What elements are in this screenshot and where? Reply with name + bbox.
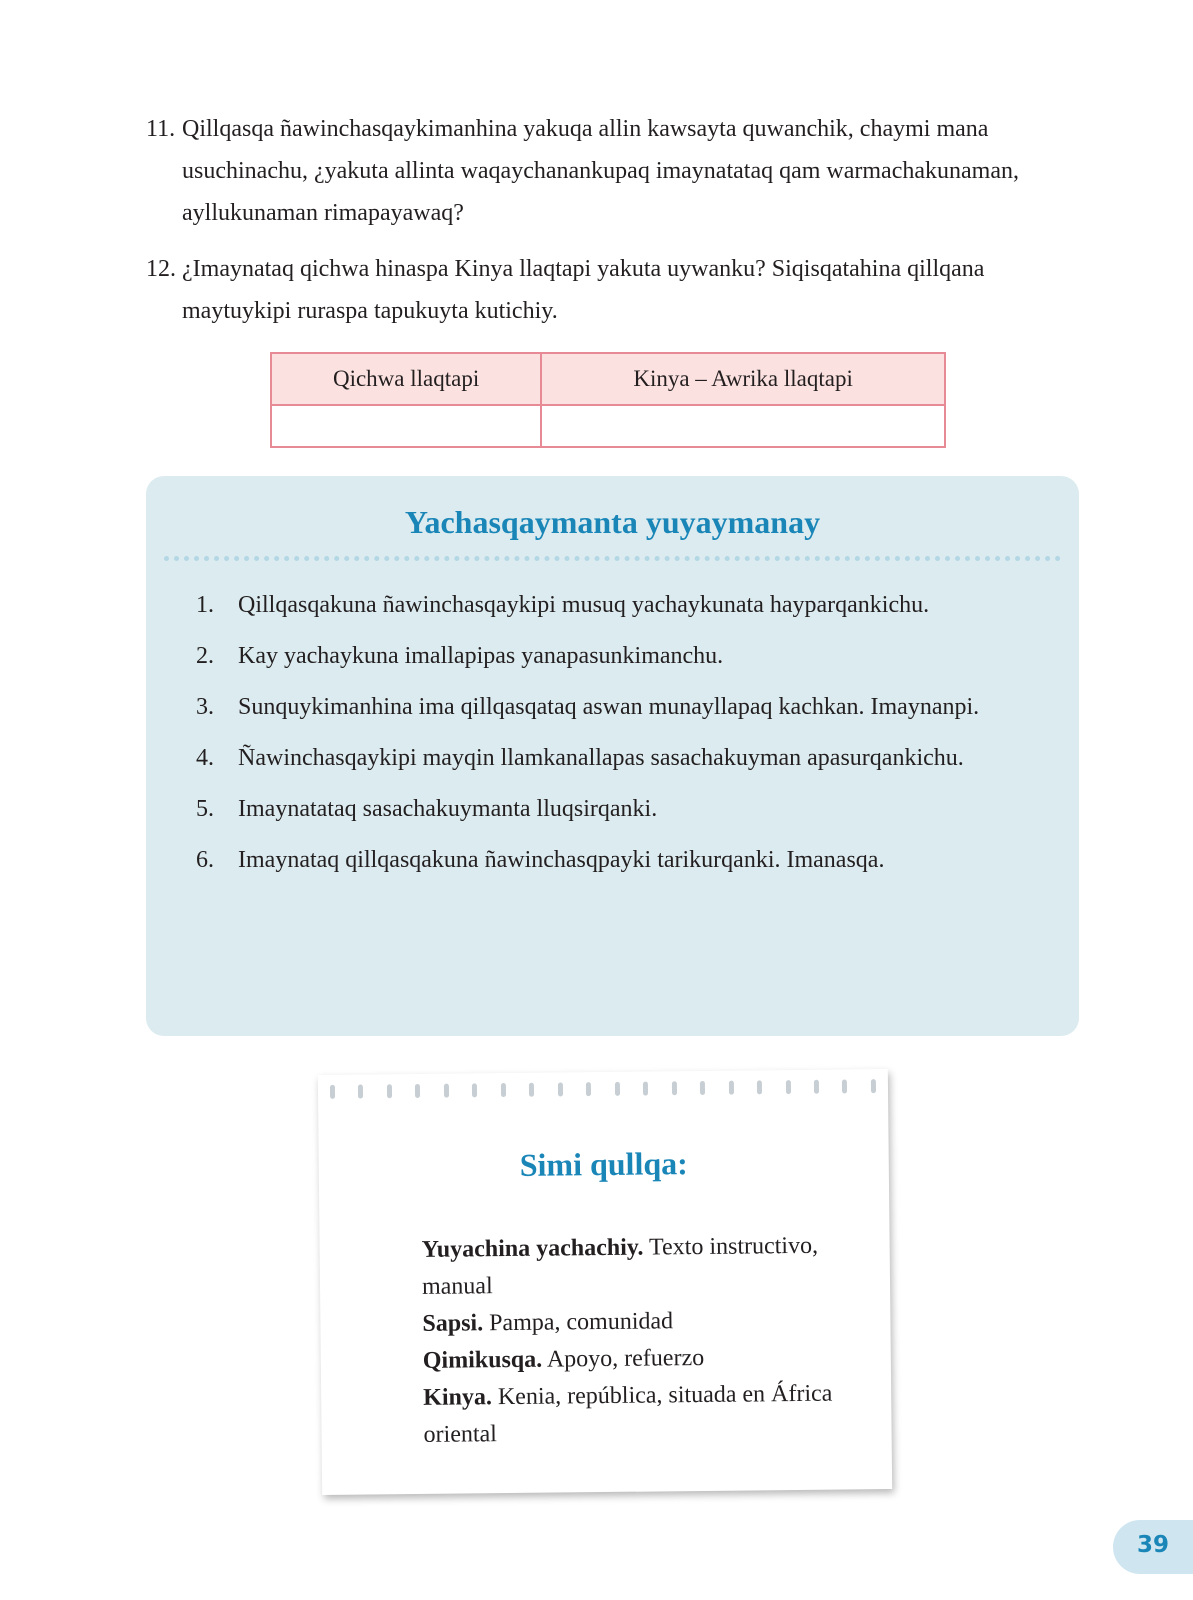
glossary-entry — [422, 1302, 842, 1343]
item-text: Kay yachaykuna imallapipas yanapasunkimanchu. — [238, 643, 724, 669]
table-cell-empty[interactable] — [271, 405, 541, 447]
glossary-definition: Pampa, comunidad — [488, 1308, 674, 1337]
question-text: ¿Imaynataq qichwa hinaspa Kinya llaqtapi yakuta uywanku? Siqisqatahina qillqana maytuykipi ruraspa tapukuyta kutichiy. — [182, 256, 985, 324]
page-number-tab — [1113, 1520, 1193, 1574]
question-text: Qillqasqa ñawinchasqaykimanhina yakuqa allin kawsayta quwanchik, chaymi mana usuchinachu, ¿yakuta allinta waqaychanankupaq imaynatataq qam warmachakunaman, ayllukunaman rimapayawaq? — [182, 116, 1019, 226]
dotted-divider — [164, 556, 1061, 561]
item-number: 6. — [196, 847, 214, 873]
table-cell-empty[interactable] — [541, 405, 945, 447]
item-text: Ñawinchasqaykipi mayqin llamkanallapas sasachakuyman apasurqankichu. — [238, 745, 964, 771]
table-row — [271, 405, 945, 447]
glossary-definition: Apoyo, refuerzo — [546, 1344, 705, 1373]
item-number: 3. — [196, 694, 214, 720]
item-number: 4. — [196, 745, 214, 771]
question-11 — [146, 108, 1086, 234]
item-number: 1. — [196, 592, 214, 618]
page-number: 39 — [1137, 1532, 1170, 1558]
notebook-holes — [330, 1079, 876, 1101]
item-number: 2. — [196, 643, 214, 669]
list-item — [196, 637, 1056, 676]
glossary-definition: Kenia, república, situada en África oriental — [423, 1380, 833, 1448]
question-number: 11. — [146, 116, 176, 142]
glossary-term: Qimikusqa. — [422, 1346, 543, 1374]
list-item — [196, 841, 1056, 880]
glossary-entries — [421, 1228, 843, 1454]
glossary-term: Kinya. — [423, 1384, 493, 1411]
glossary-term: Yuyachina yachachiy. — [421, 1234, 644, 1263]
glossary-entry — [423, 1339, 843, 1380]
table-header-kenya: Kinya – Awrika llaqtapi — [541, 353, 945, 405]
item-text: Imaynatataq sasachakuymanta lluqsirqanki. — [238, 796, 658, 822]
list-item — [196, 739, 1056, 778]
item-text: Sunquykimanhina ima qillqasqataq aswan munayllapaq kachkan. Imaynanpi. — [238, 694, 980, 720]
glossary-definition: Texto instructivo, manual — [421, 1232, 819, 1300]
question-12 — [146, 248, 1086, 332]
item-text: Qillqasqakuna ñawinchasqaykipi musuq yachaykunata hayparqankichu. — [238, 592, 930, 618]
comparison-table — [270, 352, 946, 448]
review-list — [196, 586, 1056, 892]
list-item — [196, 688, 1056, 727]
glossary-term: Sapsi. — [422, 1310, 484, 1337]
glossary-title: Simi qullqa: — [519, 1145, 688, 1183]
glossary-note — [318, 1069, 892, 1495]
review-title: Yachasqaymanta yuyaymanay — [404, 504, 821, 540]
glossary-entry — [421, 1228, 842, 1306]
list-item — [196, 586, 1056, 625]
item-number: 5. — [196, 796, 214, 822]
list-item — [196, 790, 1056, 829]
review-box — [146, 476, 1079, 1036]
glossary-entry — [423, 1376, 844, 1454]
table-header-quechua: Qichwa llaqtapi — [271, 353, 541, 405]
question-number: 12. — [146, 256, 176, 282]
item-text: Imaynataq qillqasqakuna ñawinchasqpayki tarikurqanki. Imanasqa. — [238, 847, 885, 873]
